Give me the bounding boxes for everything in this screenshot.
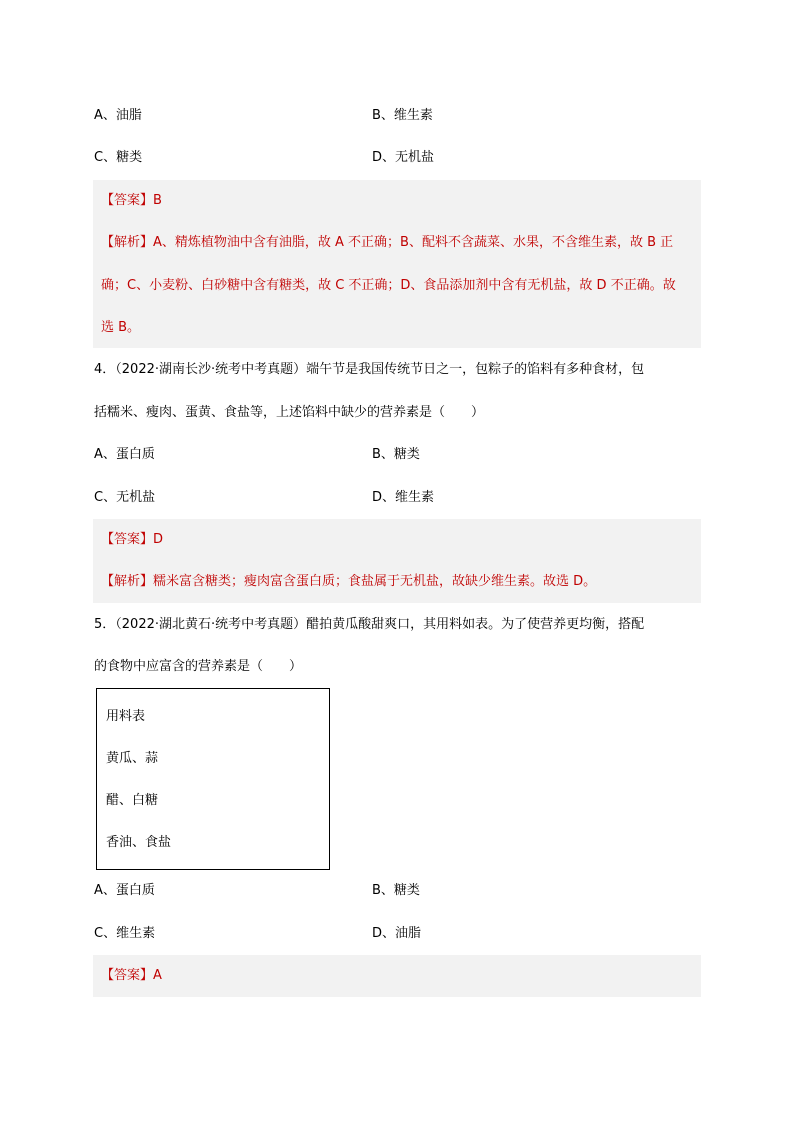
q3-option-c: C、糖类 <box>94 150 143 165</box>
q3-analysis-line-2: 确；C、小麦粉、白砂糖中含有糖类，故 C 不正确；D、食品添加剂中含有无机盐，故 D 不正确。故 <box>101 278 676 293</box>
q4-option-c: C、无机盐 <box>94 490 156 505</box>
q5-answer: 【答案】A <box>101 968 162 983</box>
q4-option-d: D、维生素 <box>372 490 435 505</box>
q4-answer-box <box>93 519 701 603</box>
q5-answer-box <box>93 955 701 997</box>
q4-stem-line-2: 括糯米、瘦肉、蛋黄、食盐等，上述馅料中缺少的营养素是（ ） <box>94 405 485 420</box>
q3-option-a: A、油脂 <box>94 108 142 123</box>
q5-ingredient-table <box>96 688 330 870</box>
q4-stem-line-1: 4．（2022·湖南长沙·统考中考真题）端午节是我国传统节日之一，包粽子的馅料有多种食材，包 <box>94 362 645 377</box>
q5-stem-line-1: 5．（2022·湖北黄石·统考中考真题）醋拍黄瓜酸甜爽口，其用料如表。为了使营养更均衡，搭配 <box>94 617 645 632</box>
q3-option-b: B、维生素 <box>372 108 433 123</box>
q5-table-header: 用料表 <box>106 709 146 724</box>
q3-answer: 【答案】B <box>101 193 162 208</box>
q5-option-c: C、维生素 <box>94 926 156 941</box>
q5-option-d: D、油脂 <box>372 926 422 941</box>
q3-analysis-line-3: 选 B。 <box>101 320 141 335</box>
q3-option-d: D、无机盐 <box>372 150 435 165</box>
q5-table-row-3: 香油、食盐 <box>106 835 172 850</box>
q4-option-b: B、糖类 <box>372 447 420 462</box>
q3-analysis-line-1: 【解析】A、精炼植物油中含有油脂，故 A 不正确；B、配料不含蔬菜、水果，不含维生素，故 B 正 <box>101 235 674 250</box>
q4-option-a: A、蛋白质 <box>94 447 155 462</box>
q5-option-a: A、蛋白质 <box>94 883 155 898</box>
q5-table-row-1: 黄瓜、蒜 <box>106 751 159 766</box>
q3-answer-box <box>93 180 701 348</box>
q4-answer: 【答案】D <box>101 532 164 547</box>
q5-option-b: B、糖类 <box>372 883 420 898</box>
q5-stem-line-2: 的食物中应富含的营养素是（ ） <box>94 659 303 674</box>
q5-table-row-2: 醋、白糖 <box>106 793 159 808</box>
q4-analysis: 【解析】糯米富含糖类；瘦肉富含蛋白质；食盐属于无机盐，故缺少维生素。故选 D。 <box>101 574 597 589</box>
